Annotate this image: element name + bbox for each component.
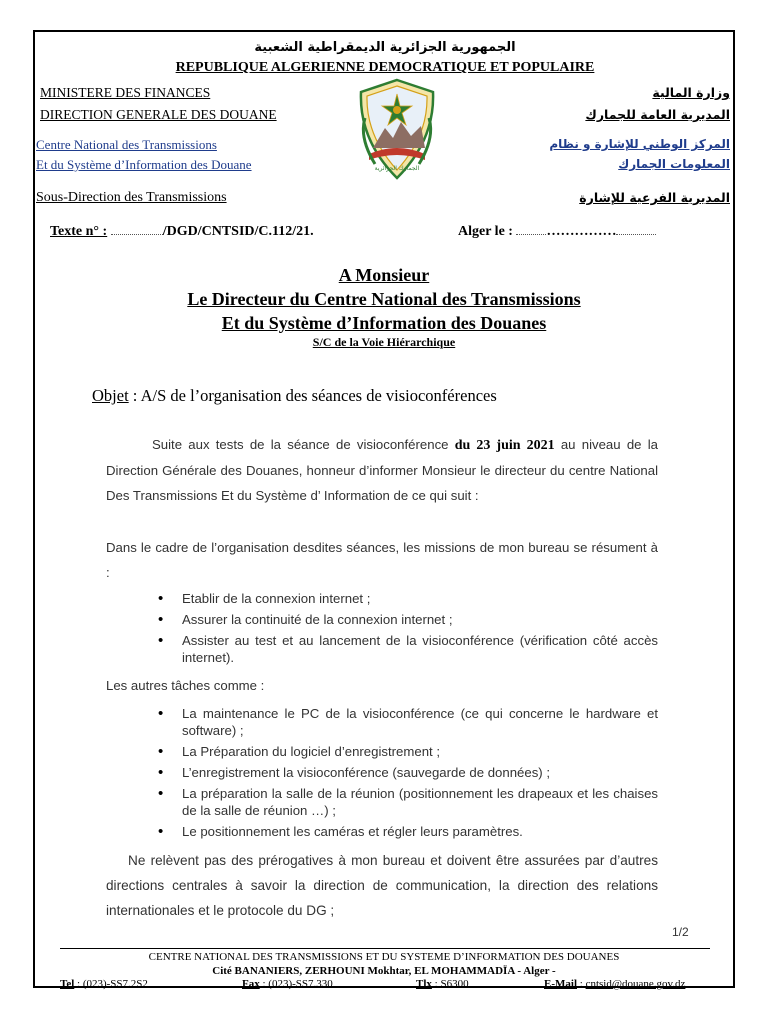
subject-label: Objet <box>92 386 129 405</box>
sous-direction-label: Sous-Direction des Transmissions <box>36 190 227 205</box>
list-item: • Etablir de la connexion internet ; <box>158 590 658 607</box>
list-item: • Assister au test et au lancement de la visioconférence (vérification côté accès internet). <box>158 632 658 666</box>
list-item: • La préparation la salle de la réunion (positionnement les drapeaux et les chaises de la salle de réunion …) ; <box>158 785 658 819</box>
tel-label: Tel <box>60 978 75 990</box>
texte-label: Texte n° : <box>50 224 108 239</box>
alger-label: Alger le : <box>458 224 513 239</box>
paragraph-intro-start: Suite aux tests de la séance de visioconférence <box>152 437 455 452</box>
email-separator: : <box>577 978 586 990</box>
paragraph-intro <box>106 432 658 508</box>
recipient-line3: Et du Système d’Information des Douanes <box>221 313 547 333</box>
ministry-label: MINISTERE DES FINANCES <box>40 85 211 100</box>
reference-number: /DGD/CNTSID/C.112/21. <box>162 224 314 239</box>
fax-value: : (023)-SS7.330 <box>259 978 333 990</box>
fax-label: Fax <box>242 978 260 990</box>
recipient-line1: A Monsieur <box>338 265 430 285</box>
missions-list <box>158 590 658 670</box>
centre-line2: Et du Système d’Information des Douane <box>36 157 252 172</box>
subject-line <box>92 386 497 406</box>
tlx-label: Tlx <box>416 978 432 990</box>
tel-value: : (023)-SS7.2S2 <box>74 978 148 990</box>
arabic-republic: الجمهورية الجزائرية الديمقراطية الشعبية <box>254 40 516 55</box>
tasks-list <box>158 705 658 844</box>
footer-tlx <box>416 978 469 990</box>
arabic-centre1: المركز الوطني للإشارة و نظام <box>549 137 730 151</box>
email-link[interactable]: cntsid@douane.gov.dz <box>585 978 686 990</box>
paragraph-missions: Dans le cadre de l’organisation desdites séances, les missions de mon bureau se résument à : <box>106 540 658 580</box>
footer-email <box>544 978 685 990</box>
list-item: • Assurer la continuité de la connexion internet ; <box>158 611 658 628</box>
recipient-line2: Le Directeur du Centre National des Transmissions <box>187 289 581 309</box>
footer-tel <box>60 978 148 990</box>
centre-line1: Centre National des Transmissions <box>36 137 217 152</box>
list-item: • Le positionnement les caméras et régler leurs paramètres. <box>158 823 658 840</box>
paragraph-intro-date: du 23 juin 2021 <box>454 438 555 453</box>
date-blank-trailing <box>616 234 656 235</box>
arabic-ministry: وزارة المالية <box>652 85 730 100</box>
recipient-line4: S/C de la Voie Hiérarchique <box>312 335 456 349</box>
footer-rule <box>60 948 710 949</box>
number-blank <box>111 234 163 235</box>
republic-title: REPUBLIQUE ALGERIENNE DEMOCRATIQUE ET POPULAIRE <box>175 60 595 75</box>
paragraph-intro-end: au niveau de la Direction Générale des Douanes, honneur d’informer Monsieur le directeur du centre National Des Transmissions Et du Système d’ Information de ce qui suit : <box>106 437 658 503</box>
direction-label: DIRECTION GENERALE DES DOUANE <box>40 107 277 122</box>
tlx-value: : S6300 <box>431 978 469 990</box>
email-label: E-Mail <box>544 978 577 990</box>
reference-line <box>50 224 314 240</box>
customs-emblem-icon <box>355 78 439 182</box>
list-item: • La maintenance le PC de la visioconférence (ce qui concerne le hardware et software) ; <box>158 705 658 739</box>
list-item: • L’enregistrement la visioconférence (sauvegarde de données) ; <box>158 764 658 781</box>
date-line <box>458 224 656 240</box>
arabic-direction: المديرية العامة للجمارك <box>585 107 730 122</box>
paragraph-other-tasks: Les autres tâches comme : <box>106 678 265 693</box>
arabic-sous-direction: المديرية الفرعية للإشارة <box>579 190 730 205</box>
footer-title: CENTRE NATIONAL DES TRANSMISSIONS ET DU SYSTEME D’INFORMATION DES DOUANES <box>148 951 620 963</box>
arabic-centre2: المعلومات الجمارك <box>618 157 730 171</box>
paragraph-conclusion: Ne relèvent pas des prérogatives à mon bureau et doivent être assurées par d’autres directions centrales à savoir la direction de communication, la direction des relations internationales et le protocole du DG ; <box>106 853 658 918</box>
footer-address: Cité BANANIERS, ZERHOUNI Mokhtar, EL MOHAMMADÏA - Alger - <box>212 965 556 977</box>
date-blank <box>516 234 546 235</box>
subject-text: : A/S de l’organisation des séances de visioconférences <box>128 386 497 405</box>
date-value: …………… <box>546 224 617 239</box>
page-number: 1/2 <box>672 925 689 939</box>
footer-fax <box>242 978 333 990</box>
list-item: • La Préparation du logiciel d’enregistrement ; <box>158 743 658 760</box>
emblem-text: الجمارك الجزائرية <box>374 165 420 172</box>
